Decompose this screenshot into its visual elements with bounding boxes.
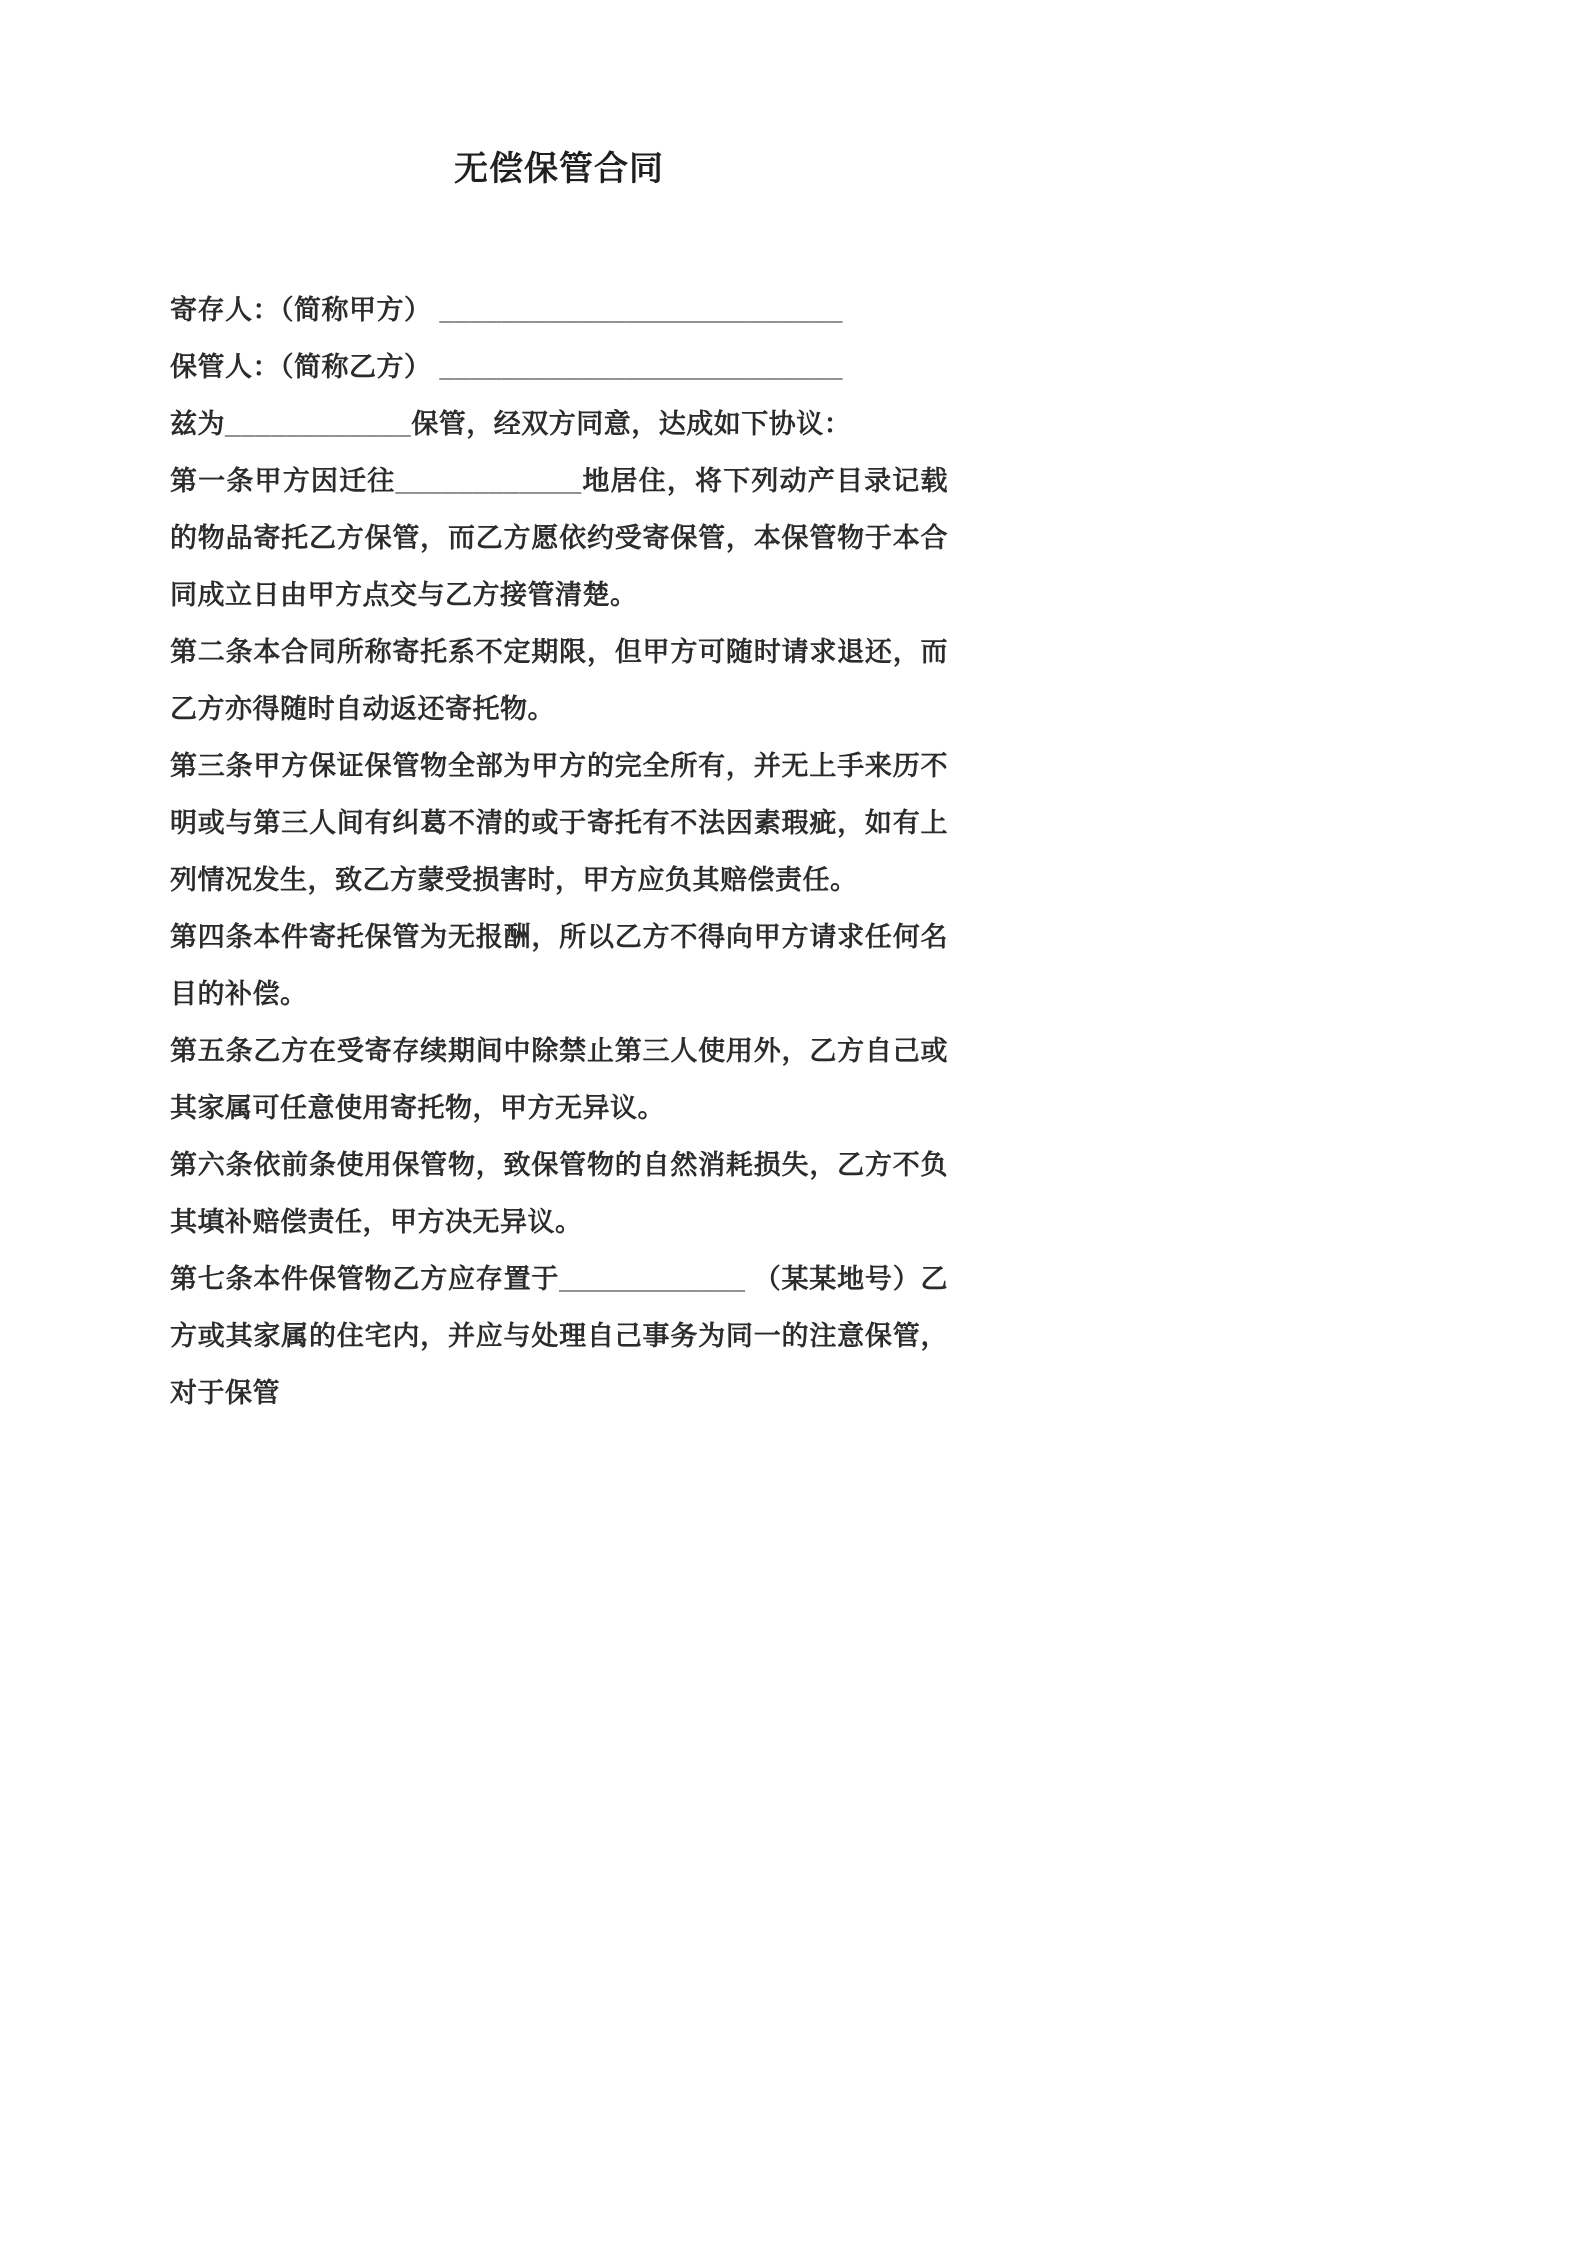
line-custodian-party-b: 保管人：（简称乙方） __________________________ [170, 352, 843, 382]
clause-4: 第四条本件寄托保管为无报酬，所以乙方不得向甲方请求任何名目的补偿。 [170, 922, 948, 1009]
line-preamble: 兹为____________保管，经双方同意，达成如下协议： [170, 409, 852, 439]
clause-3: 第三条甲方保证保管物全部为甲方的完全所有，并无上手来历不明或与第三人间有纠葛不清的或于寄托有不法因素瑕疵，如有上列情况发生，致乙方蒙受损害时，甲方应负其赔偿责任。 [170, 751, 948, 895]
line-depositor-party-a: 寄存人：（简称甲方） __________________________ [170, 295, 843, 325]
document-title: 无偿保管合同 [454, 150, 664, 188]
clause-7-partial: 第七条本件保管物乙方应存置于____________ （某某地号）乙方或其家属的住宅内，并应与处理自己事务为同一的注意保管，对于保管 [170, 1264, 948, 1408]
clause-5: 第五条乙方在受寄存续期间中除禁止第三人使用外，乙方自己或其家属可任意使用寄托物，甲方无异议。 [170, 1036, 948, 1123]
document-content [170, 148, 948, 1422]
clause-2: 第二条本合同所称寄托系不定期限，但甲方可随时请求退还，而乙方亦得随时自动返还寄托物。 [170, 637, 948, 724]
clause-1: 第一条甲方因迁往____________地居住，将下列动产目录记载的物品寄托乙方保管，而乙方愿依约受寄保管，本保管物于本合同成立日由甲方点交与乙方接管清楚。 [170, 466, 948, 610]
clause-6: 第六条依前条使用保管物，致保管物的自然消耗损失，乙方不负其填补赔偿责任，甲方决无异议。 [170, 1150, 948, 1237]
